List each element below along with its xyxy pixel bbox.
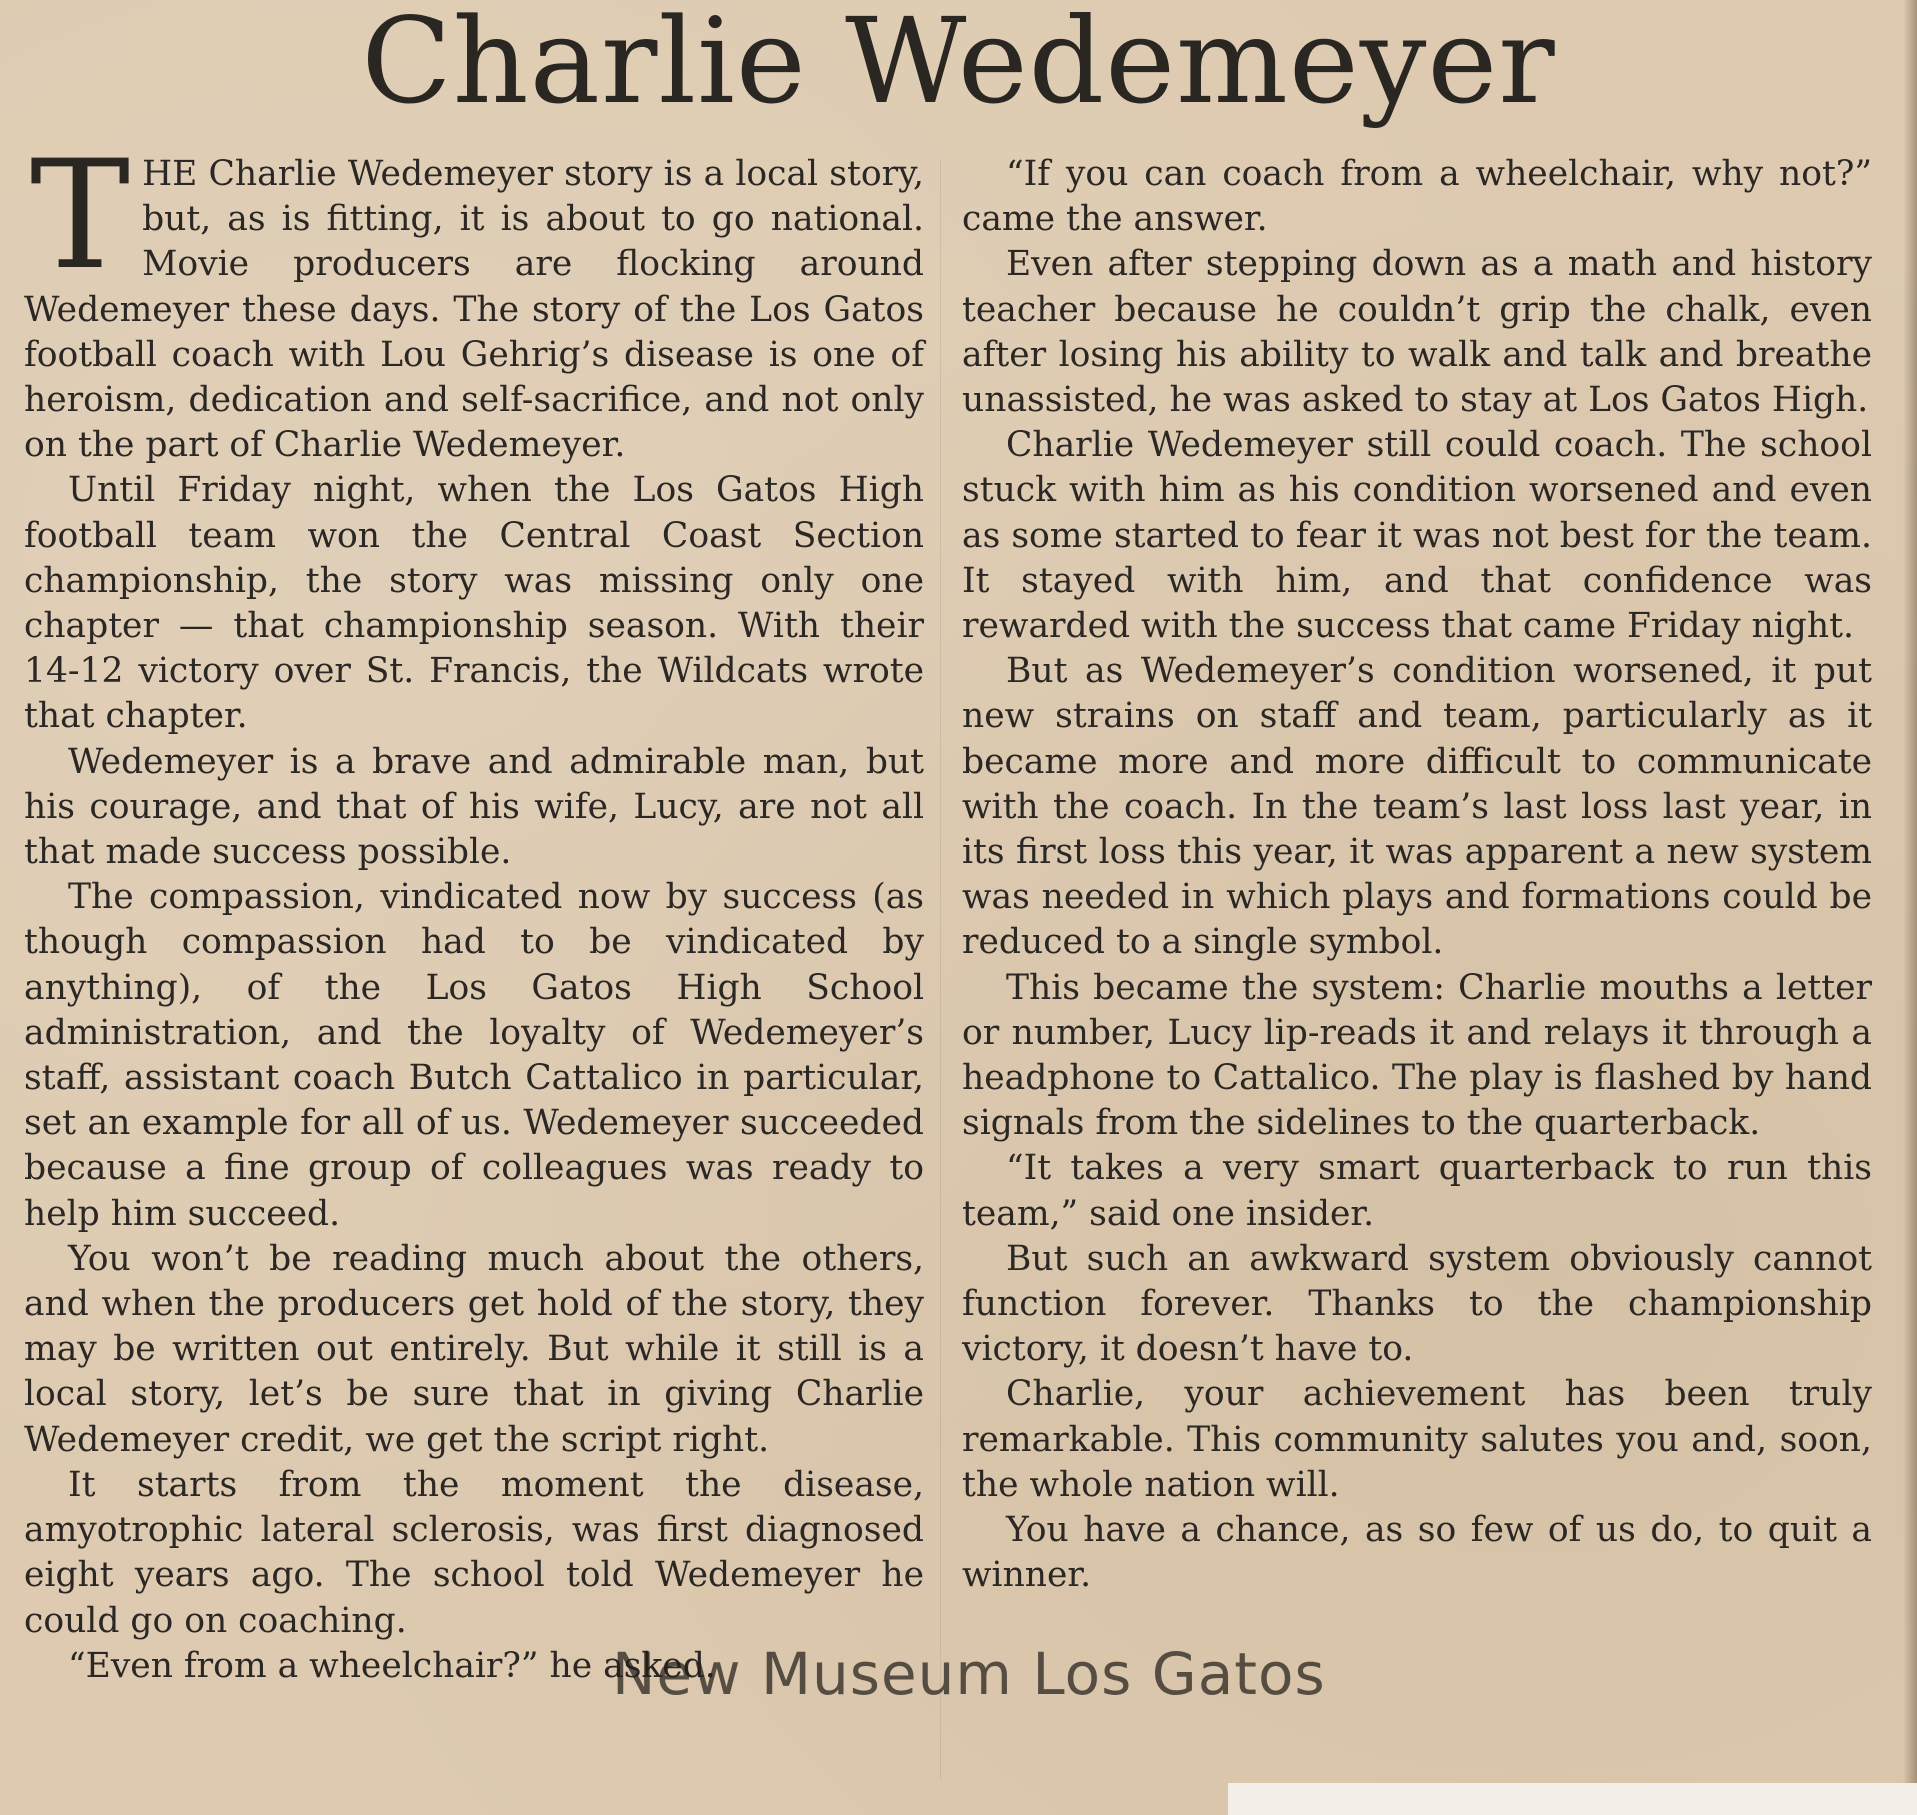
paragraph-16: You have a chance, as so few of us do, to quit a winner. [962,1510,1872,1596]
paragraph-10: Charlie Wedemeyer still could coach. The school stuck with him as his condition worsened and even as some started to fear it was not best for the team. It stayed with him, and that confidence was rewarded with the success that came Friday night. [962,425,1872,647]
left-column [24,129,924,1689]
paragraph-4: The compassion, vindicated now by success (as though compassion had to be vindicated by anything), of the Los Gatos High School administration, and the loyalty of Wedemeyer’s staff, assistant coach Butch Cattalico in particular, set an example for all of us. Wedemeyer succeeded because a fine group of colleagues was ready to help him succeed. [24,877,924,1234]
paragraph-13: “It takes a very smart quarterback to run this team,” said one insider. [962,1148,1872,1234]
page-edge-shadow [1903,0,1917,1815]
paragraph-5: You won’t be reading much about the others, and when the producers get hold of the story, they may be written out entirely. But while it still is a local story, let’s be sure that in giving Charlie Wedemeyer credit, we get the script right. [24,1238,924,1460]
paragraph-6: It starts from the moment the disease, amyotrophic lateral sclerosis, was first diagnosed eight years ago. The school told Wedemeyer he could go on coaching. [24,1464,924,1641]
paragraph-15: Charlie, your achievement has been truly remarkable. This community salutes you and, soon, the whole nation will. [962,1374,1872,1505]
paragraph-2: Until Friday night, when the Los Gatos High football team won the Central Coast Section championship, the story was missing only one chapter — that championship season. With their 14-12 victory over St. Francis, the Wildcats wrote that chapter. [24,470,924,737]
museum-watermark: New Museum Los Gatos [612,1640,1326,1708]
paragraph-9: Even after stepping down as a math and history teacher because he couldn’t grip the chalk, even after losing his ability to walk and talk and breathe unassisted, he was asked to stay at Los Gatos High. [962,244,1872,421]
paragraph-14: But such an awkward system obviously cannot function forever. Thanks to the championship victory, it doesn’t have to. [962,1238,1872,1370]
paragraph-1 [24,129,924,468]
drop-cap: T [30,129,131,303]
paragraph-1-text: HE Charlie Wedemeyer story is a local story, but, as is fitting, it is about to go national. Movie producers are flocking around Wedemeyer these days. The story of the Los Gatos football coach with Lou Gehrig’s disease is one of heroism, dedication and self-sacrifice, and not only on the part of Charlie Wedemeyer. [24,154,924,466]
paragraph-8: “If you can coach from a wheelchair, why not?” came the answer. [962,154,1872,240]
torn-bottom-edge [1228,1783,1917,1815]
paragraph-11: But as Wedemeyer’s condition worsened, it put new strains on staff and team, particularly as it became more and more difficult to communicate with the coach. In the team’s last loss last year, in its first loss this year, it was apparent a new system was needed in which plays and formations could be reduced to a single symbol. [962,651,1872,963]
column-divider [940,160,941,1780]
headline: Charlie Wedemeyer [361,0,1556,130]
paragraph-7: “Even from a wheelchair?” he asked. [68,1645,716,1686]
paragraph-12: This became the system: Charlie mouths a letter or number, Lucy lip-reads it and relays it through a headphone to Cattalico. The play is flashed by hand signals from the sidelines to the quarterback. [962,967,1872,1144]
right-column [962,152,1872,1599]
paragraph-3: Wedemeyer is a brave and admirable man, but his courage, and that of his wife, Lucy, are not all that made success possible. [24,741,924,873]
